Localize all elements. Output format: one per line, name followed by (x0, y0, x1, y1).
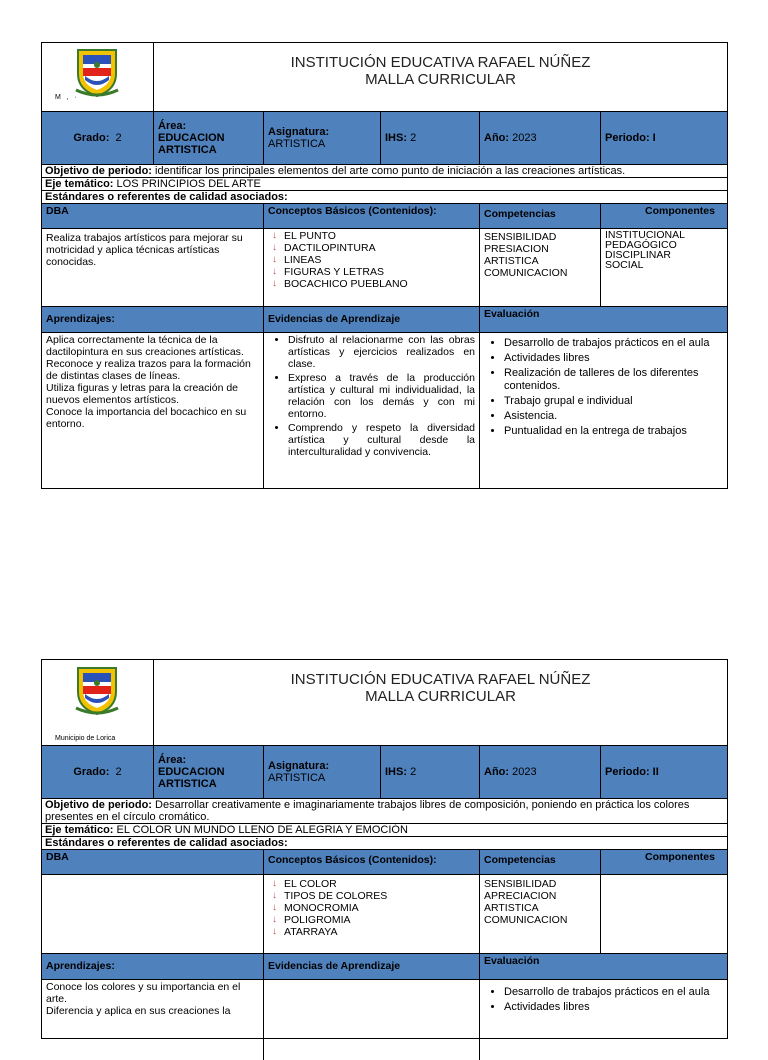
content-row (42, 229, 727, 307)
title-block (154, 660, 727, 745)
subject-cell (264, 112, 381, 164)
learnings-header: Aprendizajes: (42, 954, 264, 979)
standards-line (42, 191, 727, 204)
area-value: EDUCACION ARTISTICA (158, 766, 225, 790)
standards-line (42, 837, 727, 850)
competence-item: COMUNICACION (484, 914, 568, 926)
grade-label: Grado: (73, 132, 110, 144)
grade-value: 2 (115, 766, 122, 778)
evaluation-item: • Desarrollo de trabajos prácticos en el aula (504, 337, 723, 350)
school-name: INSTITUCIÓN EDUCATIVA RAFAEL NÚÑEZ (290, 54, 591, 71)
logo-cell (42, 660, 154, 745)
logo-caption: Municipio de Lorica (55, 735, 116, 742)
competences-header: Competencias (480, 204, 601, 228)
learnings-text: Conoce los colores y su importancia en el arte. Diferencia y aplica en sus creaciones la (42, 980, 264, 1060)
evaluation-header: Evaluación (480, 954, 727, 979)
competence-item: COMUNICACION (484, 267, 568, 279)
subject-value: ARTISTICA (268, 772, 326, 784)
concepts-cell (264, 229, 480, 306)
curriculum-sheet-1 (41, 42, 728, 489)
objective-text: identificar los principales elementos del arte como punto de iniciación a las creaciones artísticas. (155, 165, 626, 177)
learnings-text: Aplica correctamente la técnica de la dactilopintura en sus creaciones artísticas. Reconoce y realiza trazos para la formación de distintas clases de líneas. Utiliza figuras y letras para la creación de nuevos elementos artísticos. Conoce la importancia del bocachico en su entorno. (42, 333, 264, 488)
evaluation-item: • Actividades libres (504, 352, 723, 365)
learning-row (42, 333, 727, 488)
concept-item: ↓ BOCACHICO PUEBLANO (284, 278, 475, 290)
evaluation-item: • Puntualidad en la entrega de trabajos (504, 425, 723, 438)
year-cell (480, 746, 601, 798)
competence-item: APRECIACION (484, 890, 557, 902)
standards-label: Estándares o referentes de calidad asociados: (45, 191, 288, 203)
competences-list (484, 231, 596, 279)
evaluation-list (484, 986, 723, 1014)
standards-label: Estándares o referentes de calidad asociados: (45, 837, 288, 849)
objective-line (42, 799, 727, 824)
objective-label: Objetivo de periodo: (45, 165, 152, 177)
competences-header: Competencias (480, 850, 601, 874)
document-title: MALLA CURRICULAR (365, 688, 516, 705)
year-label: Año: (484, 766, 510, 778)
evaluation-cell (480, 333, 727, 488)
components-cell (601, 229, 727, 306)
component-item: INSTITUCIONAL (605, 229, 685, 241)
component-item: DISCIPLINAR (605, 249, 671, 261)
objective-label: Objetivo de periodo: (45, 799, 152, 811)
ihs-label: IHS: (385, 766, 407, 778)
concept-item: ↓ FIGURAS Y LETRAS (284, 266, 475, 278)
document-title: MALLA CURRICULAR (365, 71, 516, 88)
concept-item: ↓ ATARRAYA (284, 926, 475, 938)
competence-item: ARTISTICA (484, 255, 539, 267)
ihs-value: 2 (410, 132, 417, 144)
ihs-label: IHS: (385, 132, 407, 144)
period-value: Periodo: II (605, 766, 659, 778)
learnings-header: Aprendizajes: (42, 307, 264, 332)
area-value: EDUCACION ARTISTICA (158, 132, 225, 156)
evidence-item: • Comprendo y respeto la diversidad artística y cultural desde la interculturalidad y convivencia. (288, 422, 475, 458)
area-cell (154, 112, 264, 164)
theme-label: Eje temático: (45, 824, 114, 836)
ihs-cell (381, 112, 480, 164)
evaluation-item: • Trabajo grupal e individual (504, 395, 723, 408)
school-crest-icon (74, 46, 120, 98)
logo-cell (42, 43, 154, 111)
logo-caption: M , · (55, 94, 77, 101)
period-cell (601, 112, 727, 164)
year-value: 2023 (512, 132, 537, 144)
concepts-cell (264, 875, 480, 953)
subject-cell (264, 746, 381, 798)
components-list (605, 230, 723, 270)
evaluation-header: Evaluación (480, 307, 727, 332)
evaluation-item: • Realización de talleres de los diferentes contenidos. (504, 367, 723, 393)
competence-item: SENSIBILIDAD (484, 878, 557, 890)
concept-item: ↓ LINEAS (284, 254, 475, 266)
year-cell (480, 112, 601, 164)
components-header: Componentes (601, 850, 727, 874)
theme-line (42, 178, 727, 191)
competences-cell (480, 229, 601, 306)
concept-item: ↓ POLIGROMIA (284, 914, 475, 926)
competences-list (484, 878, 596, 926)
concepts-header: Conceptos Básicos (Contenidos): (264, 204, 480, 228)
grade-cell (42, 112, 154, 164)
section-header-row-2 (42, 307, 727, 333)
evidence-list (268, 334, 475, 458)
evidence-header: Evidencias de Aprendizaje (264, 954, 480, 979)
competence-item: PRESIACION (484, 243, 549, 255)
area-label: Área: (158, 120, 187, 132)
period-value: Periodo: I (605, 132, 656, 144)
grade-cell (42, 746, 154, 798)
competence-item: ARTISTICA (484, 902, 539, 914)
grade-value: 2 (115, 132, 122, 144)
dba-text (42, 875, 264, 953)
dba-header: DBA (42, 850, 264, 874)
concepts-header: Conceptos Básicos (Contenidos): (264, 850, 480, 874)
info-header-row (42, 746, 727, 799)
evaluation-item: • Asistencia. (504, 410, 723, 423)
component-item: SOCIAL (605, 259, 644, 271)
theme-text: EL COLOR UN MUNDO LLENO DE ALEGRIA Y EMOCIÓN (116, 824, 408, 836)
school-crest-icon (74, 664, 120, 716)
school-name: INSTITUCIÓN EDUCATIVA RAFAEL NÚÑEZ (290, 671, 591, 688)
ihs-value: 2 (410, 766, 417, 778)
concept-item: ↓ EL PUNTO (284, 230, 475, 242)
title-row (42, 43, 727, 112)
evidence-item: • Expreso a través de la producción artística y cultural mi individualidad, la relación con los demás y con mi entorno. (288, 372, 475, 420)
section-header-row-2 (42, 954, 727, 980)
concept-item: ↓ DACTILOPINTURA (284, 242, 475, 254)
subject-label: Asignatura: (268, 126, 330, 138)
section-header-row (42, 850, 727, 875)
competences-cell (480, 875, 601, 953)
year-label: Año: (484, 132, 510, 144)
grade-label: Grado: (73, 766, 110, 778)
evidence-item: • Disfruto al relacionarme con las obras artísticas y ejercicios realizados en clase. (288, 334, 475, 370)
year-value: 2023 (512, 766, 537, 778)
concept-item: ↓ EL COLOR (284, 878, 475, 890)
objective-line (42, 165, 727, 178)
subject-value: ARTISTICA (268, 138, 326, 150)
content-row (42, 875, 727, 954)
info-header-row (42, 112, 727, 165)
competence-item: SENSIBILIDAD (484, 231, 557, 243)
area-label: Área: (158, 754, 187, 766)
components-header: Componentes (601, 204, 727, 228)
title-block (154, 43, 727, 111)
component-item: PEDAGÓGICO (605, 239, 677, 251)
subject-label: Asignatura: (268, 760, 330, 772)
evidence-header: Evidencias de Aprendizaje (264, 307, 480, 332)
dba-text: Realiza trabajos artísticos para mejorar su motricidad y aplica técnicas artísticas conocidas. (42, 229, 264, 306)
concept-item: ↓ TIPOS DE COLORES (284, 890, 475, 902)
objective-text: Desarrollar creativamente e imaginariamente trabajos libres de composición, poniendo en práctica los colores presentes en el círculo cromático. (45, 799, 690, 823)
evaluation-list (484, 337, 723, 438)
dba-header: DBA (42, 204, 264, 228)
evidence-cell (264, 980, 480, 1060)
learning-row (42, 980, 727, 1060)
theme-text: LOS PRINCIPIOS DEL ARTE (116, 178, 261, 190)
ihs-cell (381, 746, 480, 798)
title-row (42, 660, 727, 746)
concepts-list (268, 230, 475, 290)
area-cell (154, 746, 264, 798)
components-cell (601, 875, 727, 953)
section-header-row (42, 204, 727, 229)
period-cell (601, 746, 727, 798)
evaluation-item: • Actividades libres (504, 1001, 723, 1014)
evidence-cell (264, 333, 480, 488)
theme-label: Eje temático: (45, 178, 114, 190)
concept-item: ↓ MONOCROMIA (284, 902, 475, 914)
concepts-list (268, 878, 475, 938)
curriculum-sheet-2 (41, 659, 728, 1039)
evaluation-cell (480, 980, 727, 1060)
theme-line (42, 824, 727, 837)
evaluation-item: • Desarrollo de trabajos prácticos en el aula (504, 986, 723, 999)
